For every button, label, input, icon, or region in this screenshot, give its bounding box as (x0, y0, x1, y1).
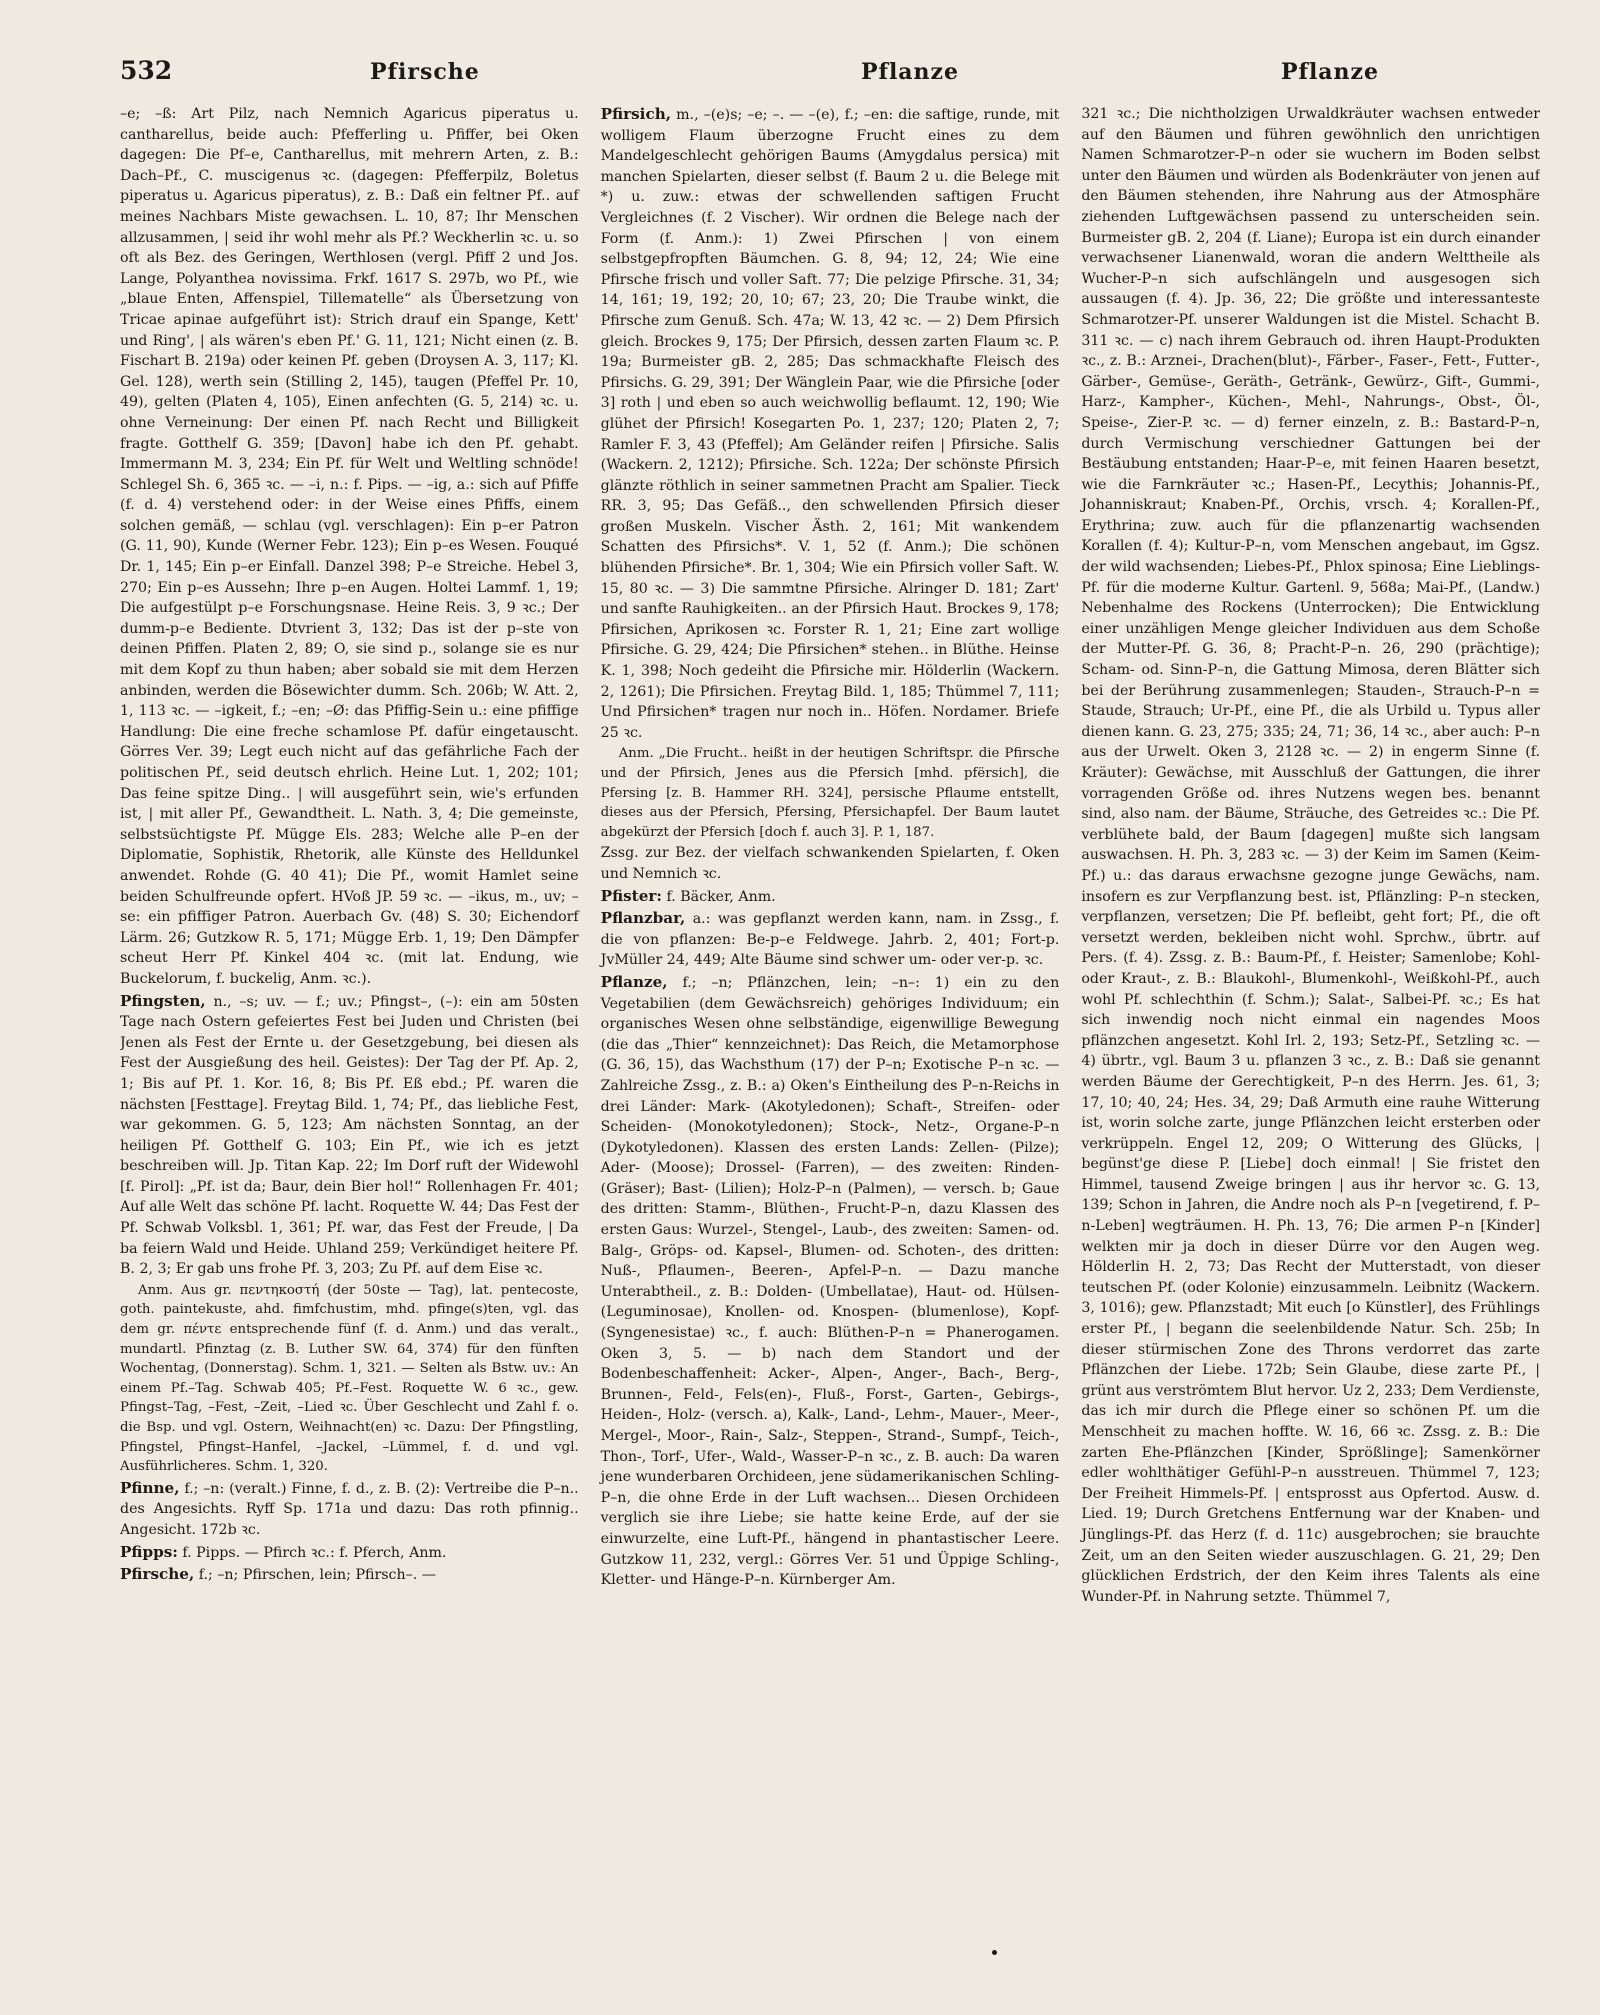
dictionary-entry (601, 104, 1060, 743)
dictionary-entry (120, 991, 579, 1280)
entry-headword: Pfingsten, (120, 991, 206, 1010)
entry-text: Anm. Aus gr. πεντηκοστή (der 50ste — Tag), lat. pentecoste, goth. paintekuste, ahd. fimfchustim, mhd. pfinge(s)ten, vgl. das dem gr. πέντε entsprechende fünf (f. d. Anm.) und das veralt., mundartl. Pfinztag (z. B. Luther SW. 64, 374) für den fünften Wochentag, (Donnerstag). Schm. 1, 321. — Selten als Bstw. uv.: An einem Pf.–Tag. Schwab 405; Pf.–Fest. Roquette W. 6 ꝛc., gew. Pfingst–Tag, –Fest, –Zeit, –Lied ꝛc. Über Geschlecht und Zahl f. o. die Bsp. und vgl. Ostern, Weihnacht(en) ꝛc. Dazu: Der Pfingstling, Pfingstel, Pfingst–Hanfel, –Jackel, –Lümmel, f. d. und vgl. Ausführlicheres. Schm. 1, 320. (120, 1282, 579, 1475)
dictionary-entry (601, 908, 1060, 971)
running-header (120, 56, 1540, 96)
dictionary-entry (601, 972, 1060, 1591)
entry-text: m., –(e)s; –e; –. — –(e), f.; –en: die saftige, runde, mit wolligem Flaum überzogne Frucht eines zu dem Mandelgeschlecht gehörigen Baums (Amygdalus persica) mit manchen Spielarten, dieser selbst (f. Baum 2 u. die Belege mit *) u. zuw.: etwas der schwellenden saftigen Frucht Vergleichnes (f. 2 Vischer). Wir ordnen die Belege nach der Form (f. Anm.): 1) Zwei Pfirschen | von einem selbstgepfropften Bäumchen. G. 8, 94; 12, 24; Wie eine Pfirsche frisch und voller Saft. 77; Die pelzige Pfirsche. 31, 34; 14, 161; 19, 192; 20, 10; 67; 23, 20; Die Traube winkt, die Pfirsche zum Genuß. Sch. 47a; W. 13, 42 ꝛc. — 2) Dem Pfirsich gleich. Brockes 9, 175; Der Pfirsich, dessen zarten Flaum ꝛc. P. 19a; Burmeister gB. 2, 285; Das schmackhafte Fleisch des Pfirsichs. G. 29, 391; Der Wänglein Paar, wie die Pfirsiche [oder 3] roth | und eben so auch weichwollig beflaumt. 12, 190; Wie glühet der Pfirsich! Kosegarten Po. 1, 237; 120; Platen 2, 7; Ramler F. 3, 43 (Pfeffel); Am Geländer reifen | Pfirsiche. Salis (Wackern. 2, 1212); Pfirsiche. Sch. 122a; Der schönste Pfirsich glänzte röthlich in seiner sammetnen Pracht am Spalier. Tieck RR. 3, 95; Das Gefäß.., den schwellenden Pfirsich dieser großen Muskeln. Vischer Ästh. 2, 161; Mit wankendem Schatten des Pfirsichs*. V. 1, 52 (f. Anm.); Die schönen blühenden Pfirsiche*. Br. 1, 304; Wie ein Pfirsich voller Saft. W. 15, 80 ꝛc. — 3) Die sammtne Pfirsiche. Alringer D. 181; Zart' und sanfte Rauhigkeiten.. an der Pfirsich Haut. Brockes 9, 178; Pfirsichen, Aprikosen ꝛc. Forster R. 1, 21; Eine zart wollige Pfirsiche. G. 29, 424; Die Pfirsichen* stehen.. in Blüthe. Heinse K. 1, 398; Noch gedeiht die Pfirsiche mir. Hölderlin (Wackern. 2, 1261); Die Pfirsichen. Freytag Bild. 1, 185; Thümmel 7, 111; Und Pfirsichen* tragen nur noch in.. Höfen. Nordamer. Briefe 25 ꝛc. (600, 107, 1060, 741)
entry-headword: Pfirsche, (120, 1565, 195, 1584)
dictionary-entry (120, 1542, 579, 1564)
column-left (120, 104, 579, 1984)
entry-text: –e; –ß: Art Pilz, nach Nemnich Agaricus piperatus u. cantharellus, beide auch: Pfefferling u. Pfiffer, bei Oken dagegen: Die Pf–e, Cantharellus, mit mehrern Arten, z. B.: Dach–Pf., C. muscigenus ꝛc. (dagegen: Pfefferpilz, Boletus piperatus u. Agaricus piperatus), z. B.: Daß ein feltner Pf.. auf meines Nachbars Miste gewachsen. L. 10, 87; Ihr Menschen allzusammen, | seid ihr wohl mehr als Pf.? Weckherlin ꝛc. u. so oft als Bez. des Geringen, Werthlosen (vergl. Pfiff 2 und Jos. Lange, Polyanthea novissima. Frkf. 1617 S. 297b, wo Pf., wie „blaue Enten, Affenspiel, Tillematelle“ als Übersetzung von Tricae apinae aufgeführt ist): Strich drauf ein Spange, Kett' und Ring', | als wären's eben Pf.' G. 11, 121; Nicht einen (z. B. Fischart B. 219a) oder keinen Pf. geben (Droysen A. 3, 117; Kl. Gel. 128), werth sein (Stilling 2, 145), taugen (Pfeffel Pr. 10, 49), gelten (Platen 4, 105), Einen anfechten (G. 5, 214) ꝛc. u. ohne Verneinung: Der einen Pf. nach Recht und Billigkeit fragte. Gotthelf G. 359; [Davon] habe ich den Pf. gehabt. Immermann M. 3, 234; Ein Pf. für Welt und Weltling schnöde! Schlegel Sh. 6, 365 ꝛc. — –i, n.: f. Pips. — –ig, a.: sich auf Pfiffe (f. d. 4) verstehend oder: in der Weise eines Pfiffs, einem solchen gemäß, — schlau (vgl. verschlagen): Ein p–er Patron (G. 11, 90), Kunde (Werner Febr. 123); Ein p–es Wesen. Fouqué Dr. 1, 145; Ein p–er Einfall. Danzel 398; P–e Streiche. Hebel 3, 270; Ein p–es Aussehn; Ihre p–en Augen. Holtei Lammf. 1, 19; Die aufgestülpt p–e Forschungsnase. Heine Reis. 3, 9 ꝛc.; Der dumm-p–e Bediente. Dtvrient 3, 132; Das ist der p–ste von deinen Pfiffen. Platen 2, 89; O, sie sind p., solange sie es nur mit dem Kopf zu thun haben; aber sobald sie mit dem Herzen anbinden, werden die Bösewichter dumm. Sch. 206b; W. Att. 2, 1, 113 ꝛc. — –igkeit, f.; –en; –Ø: das Pfiffig-Sein u.: eine pfiffige Handlung: Die eine freche schamlose Pf. dafür eingetauscht. Görres Ver. 39; Legt euch nicht auf das gefährliche Fach der politischen Pf., seid deutsch ehrlich. Heine Lut. 1, 202; 101; Das feine spitze Ding.. | will ausgeführt sein, wie's erfunden ist, | mit aller Pf., Gewandtheit. L. Nath. 3, 4; Die gemeinste, selbstsüchtigste Pf. Mügge Els. 283; Welche alle P–en der Diplomatie, Sophistik, Rhetorik, alle Künste des Helldunkel anwendet. Rohde (G. 40 41); Die Pf., womit Hamlet seine beiden Schulfreunde opfert. HVoß JP. 59 ꝛc. — –ikus, m., uv; –se: ein pfiffiger Patron. Auerbach Gv. (48) S. 30; Eichendorf Lärm. 26; Gutzkow R. 5, 171; Mügge Erb. 1, 19; Den Dämpfer scheut Herr Pf. Kinkel 404 ꝛc. (mit lat. Endung, wie Buckelorum, f. buckelig, Anm. ꝛc.). (120, 106, 579, 987)
printer-mark-dot (992, 1950, 997, 1955)
dictionary-entry (120, 104, 579, 990)
entry-text: f. Bäcker, Anm. (661, 888, 776, 905)
entry-headword: Pfirsich, (600, 105, 672, 123)
dictionary-entry (601, 843, 1060, 884)
column-middle (601, 104, 1060, 1984)
dictionary-entry (601, 886, 1060, 908)
right-guide-word: Pflanze (1280, 59, 1380, 85)
entry-headword: Pfister: (600, 886, 662, 905)
dictionary-entry (120, 1478, 579, 1541)
entry-text: Anm. „Die Frucht.. heißt in der heutigen Schriftspr. die Pfirsche und der Pfirsich, Jenes aus die Pfersich [mhd. pfërsich], die Pfersing [z. B. Hammer RH. 324], persische Pflaume entstellt, dieses aus der Pfersich, Pfersing, Pfersichapfel. Der Baum lautet abgekürzt der Pfersich [doch f. auch 3]. P. 1, 187. (600, 746, 1060, 840)
page-number: 532 (120, 56, 173, 85)
entry-text: f.; –n; Pflänzchen, lein; –n–: 1) ein zu den Vegetabilien (dem Gewächsreich) gehöriges Individuum; ein organisches Wesen ohne selbständige, eigenwillige Bewegung (die das „Thier“ kennzeichnet): Das Reich, die Metamorphose (G. 36, 15), das Wachsthum (17) der P–n; Exotische P–n ꝛc. — Zahlreiche Zssg., z. B.: a) Oken's Eintheilung des P–n-Reichs in drei Länder: Mark- (Akotyledonen); Schaft-, Streifen- oder Scheiden- (Monokotyledonen); Stock-, Netz-, Organe-P–n (Dykotyledonen). Klassen des ersten Lands: Zellen- (Pilze); Ader- (Moose); Drossel- (Farren), — des zweiten: Rinden- (Gräser); Bast- (Lilien); Holz-P–n (Palmen), — versch. b; Gaue des dritten: Stamm-, Blüthen-, Frucht-P–n, dazu Klassen des ersten Gaus: Wurzel-, Stengel-, Laub-, des zweiten: Samen- od. Balg-, Gröps- od. Kapsel-, Blumen- od. Schoten-, des dritten: Nuß-, Pflaumen-, Beeren-, Apfel-P–n. — Dazu manche Unterabtheil., z. B.: Dolden- (Umbellatae), Haut- od. Hülsen- (Leguminosae), Knollen- od. Knospen- (blumenlose), Kopf- (Syngenesistae) ꝛc., f. auch: Blüthen-P–n = Phanerogamen. Oken 3, 5. — b) nach dem Standort und der Bodenbeschaffenheit: Acker-, Alpen-, Anger-, Bach-, Berg-, Brunnen-, Feld-, Fels(en)-, Fluß-, Forst-, Garten-, Gebirgs-, Heiden-, Holz- (versch. a), Kalk-, Land-, Lehm-, Mauer-, Meer-, Mergel-, Moor-, Rain-, Salz-, Steppen-, Strand-, Sumpf-, Teich-, Thon-, Torf-, Ufer-, Wald-, Wasser-P–n ꝛc., z. B. auch: Da waren jene wunderbaren Orchideen, jene südamerikanischen Schling-P–n, die ohne Erde in der Luft wachsen... Diesen Orchideen verglich sie ihre Liebe; sie hatte keine Erde, auf der sie einwurzelte, eine Luft-Pf., hängend in phantastischer Leere. Gutzkow 11, 232, vergl.: Görres Ver. 51 und Üppige Schling-, Kletter- und Hänge-P–n. Kürnberger Am. (600, 974, 1060, 1589)
column-right (1081, 104, 1540, 1984)
dictionary-note (601, 744, 1060, 842)
entry-text: Zssg. zur Bez. der vielfach schwankenden Spielarten, f. Oken und Nemnich ꝛc. (600, 845, 1060, 882)
dictionary-entry (120, 1564, 579, 1586)
text-columns (120, 104, 1540, 1984)
entry-headword: Pfipps: (120, 1542, 178, 1561)
entry-headword: Pflanzbar, (600, 909, 686, 928)
dictionary-note (120, 1281, 579, 1477)
entry-text: 321 ꝛc.; Die nichtholzigen Urwaldkräuter wachsen entweder auf den Bäumen und führen gewöhnlich den unrichtigen Namen Schmarotzer-P–n oder sie wuchern im Boden selbst unter den Bäumen und würden als Bodenkräuter von jenen auf den Bäumen stehenden, ihre Nahrung aus der Atmosphäre ziehenden Luftgewächsen passend zu unterscheiden sein. Burmeister gB. 2, 204 (f. Liane); Europa ist ein durch einander verwachsener Lianenwald, woran die andern Welttheile als Wucher-P–n sich aufschlängeln und ausgesogen sich aussaugen (f. 4). Jp. 36, 22; Die größte und interessanteste Schmarotzer-Pf. unserer Waldungen ist die Mistel. Schacht B. 311 ꝛc. — c) nach ihrem Gebrauch od. ihren Haupt-Produkten ꝛc., z. B.: Arznei-, Drachen(blut)-, Färber-, Faser-, Fett-, Futter-, Gärber-, Gemüse-, Geräth-, Getränk-, Gewürz-, Gift-, Gummi-, Harz-, Kampher-, Küchen-, Mehl-, Nahrungs-, Obst-, Öl-, Speise-, Zier-P. ꝛc. — d) ferner einzeln, z. B.: Bastard-P–n, durch Vermischung verschiedner Gattungen bei der Bestäubung entstanden; Haar-P–e, mit feinen Haaren besetzt, wie die Farnkräuter ꝛc.; Hasen-Pf., Lecythis; Johannis-Pf., Johanniskraut; Knaben-Pf., Orchis, vrsch. 4; Korallen-Pf., Erythrina; zuw. auch für die pflanzenartig wachsenden Korallen (f. 4); Kultur-P–n, vom Menschen angebaut, im Ggsz. der wild wachsenden; Liebes-Pf., Phlox spinosa; Eine Lieblings-Pf. für die moderne Kultur. Gartenl. 9, 568a; Mai-Pf., (Landw.) Nebenhalme des Rockens (Unterrocken); Die Entwicklung einer unzähligen Menge gleicher Individuen aus dem Schoße der Mutter-Pf. G. 36, 8; Pracht-P–n. 26, 290 (prächtige); Scham- od. Sinn-P–n, die Gattung Mimosa, deren Blätter sich bei der Berührung zusammenlegen; Stauden-, Strauch-P–n = Staude, Strauch; Ur-Pf., eine Pf., die als Urbild u. Typus aller dienen kann. G. 23, 275; 335; 24, 71; 36, 14 ꝛc., aber auch: P–n aus der Urwelt. Oken 3, 2128 ꝛc. — 2) in engerm Sinne (f. Kräuter): Gewächse, mit Ausschluß der Gattungen, die ihrer vorragenden Größe od. ihres Nutzens wegen bes. benannt sind, also nam. der Bäume, Sträuche, des Getreides ꝛc.: Die Pf. verblühete bald, der Baum [dagegen] mußte sich langsam auswachsen. H. Ph. 3, 283 ꝛc. — 3) der Keim im Samen (Keim-Pf.) u.: das daraus erwachsne gezogne junge Gewächs, nam. insofern es zur Verpflanzung best. ist, Pflänzling: P–n stecken, verpflanzen, versetzen; Die Pf. befleibt, geht fort; Pf., die oft versetzt werden, bekleiben nicht wohl. Sprchw., übrtr. auf Pers. (f. 4). Zssg. z. B.: Baum-Pf., f. Heister; Samenlobe; Kohl- oder Kraut-, z. B.: Blaukohl-, Blumenkohl-, Weißkohl-Pf., auch wohl Pf. schlechthin (f. Schm.); Salat-, Salbei-Pf. ꝛc.; Es hat sich inwendig noch nicht einmal ein nagendes Moos pflänzchen angesetzt. Kohl Irl. 2, 193; Setz-Pf., Setzling ꝛc. — 4) übrtr., vgl. Baum 3 u. pflanzen 3 ꝛc., z. B.: Daß sie genannt werden Bäume der Gerechtigkeit, P–n des Herrn. Jes. 61, 3; 17, 10; 40, 24; Hes. 34, 29; Daß Armuth eine rauhe Witterung ist, worin solche zarte, junge Pflänzchen leicht ersterben oder verkrüppeln. Engel 12, 209; O Witterung des Glücks, | begünst'ge diese P. [Liebe] doch einmal! | Sie fristet den Himmel, tausend Zweige bringen | aus ihr hervor ꝛc. G. 13, 139; Schon in Jahren, die Andre noch als P–n [vegetirend, f. P–n-Leben] wegträumen. H. Ph. 13, 76; Die armen P–n [Kinder] welkten mir ja doch in dieser Dürre vor den Augen weg. Hölderlin H. 2, 73; Das Recht der Mutterstadt, von dieser teutschen Pf. (oder Kolonie) einzusammeln. Leibnitz (Wackern. 3, 1016); gew. Pflanzstadt; Mit euch [o Künstler], des Frühlings erster Pf., | begann die seelenbildende Natur. Sch. 25b; In dieser stürmischen Zone des Throns verdorret das zarte Pflänzchen der Liebe. 172b; Sein Glaube, diese zarte Pf., | grünt aus verströmtem Blut hervor. Uz 2, 233; Dem Verdienste, das ich mir durch die Pflege einer so schönen Pf. um die Menschheit zu machen hoffte. W. 16, 66 ꝛc. Zssg. z. B.: Die zarten Ehe-Pflänzchen [Kinder, Sprößlinge]; Samenkörner edler wohlthätiger Gefühl-P–n ausstreuen. Thümmel 7, 123; Der Freiheit Himmels-Pf. | entsprosst aus Opfertod. Ausw. d. Lied. 19; Durch Gretchens Entfernung war der Knaben- und Jünglings-Pf. das Herz (f. d. 11c) ausgebrochen; sie brauchte Zeit, um an den Seiten wieder auszuschlagen. G. 21, 29; Den glücklichen Erdstrich, der den Keim ihres Talents als eine Wunder-Pf. in Nahrung setzte. Thümmel 7, (1081, 106, 1540, 1605)
entry-text: f. Pipps. — Pfirch ꝛc.: f. Pferch, Anm. (177, 1544, 447, 1561)
entry-text: f.; –n: (veralt.) Finne, f. d., z. B. (2): Vertreibe die P–n.. des Angesichts. Ryff Sp. 171a und dazu: Das roth pfinnig.. Angesicht. 172b ꝛc. (120, 1480, 579, 1538)
entry-text: n., –s; uv. — f.; uv.; Pfingst–, (–): ein am 50sten Tage nach Ostern gefeiertes Fest bei Juden und Christen (bei Jenen als Fest der Ernte u. der Gesetzgebung, bei diesen als Fest der Ausgießung des heil. Geistes): Der Tag der Pf. Ap. 2, 1; Bis auf Pf. 1. Kor. 16, 8; Bis Pf. Eß ebd.; Pf. waren die nächsten [Festtage]. Freytag Bild. 1, 74; Pf., das liebliche Fest, war gekommen. G. 5, 123; Am nächsten Sonntag, an der heiligen Pf. Gotthelf G. 103; Ein Pf., wie ich es jetzt beschreiben will. Jp. Titan Kap. 22; Im Dorf ruft der Widewohl [f. Pirol]: „Pf. ist da; Baur, dein Bier hol!“ Rollenhagen Fr. 401; Auf alle Welt das schöne Pf. lacht. Roquette W. 44; Das Fest der Pf. Schwab Volksbl. 1, 361; Pf. war, das Fest der Freude, | Da ba feiern Wald und Heide. Uhland 259; Verkündiget heitere Pf. B. 2, 3; Er gab uns frohe Pf. 3, 203; Zu Pf. auf dem Eise ꝛc. (120, 993, 579, 1278)
entry-headword: Pfinne, (120, 1478, 180, 1497)
entry-headword: Pflanze, (600, 972, 668, 991)
center-guide-word: Pflanze (860, 59, 960, 85)
entry-text: a.: was gepflanzt werden kann, nam. in Zssg., f. die von pflanzen: Be-p–e Feldwege. Jahrb. 2, 401; Fort-p. JvMüller 24, 449; Alte Bäume sind schwer um- oder ver-p. ꝛc. (600, 911, 1060, 969)
entry-text: f.; –n; Pfirschen, lein; Pfirsch–. — (194, 1567, 436, 1584)
left-guide-word: Pfirsche (370, 59, 480, 85)
dictionary-entry (1081, 104, 1540, 1607)
